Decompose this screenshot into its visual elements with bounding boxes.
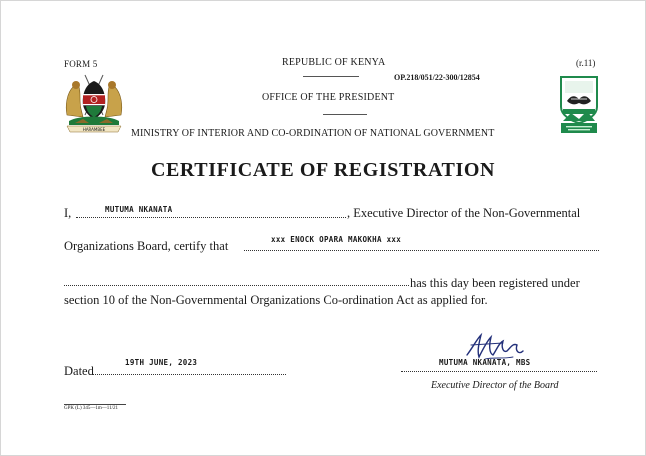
signature-line	[401, 371, 597, 372]
ministry-heading: MINISTRY OF INTERIOR AND CO-ORDINATION OF NATIONAL GOVERNMENT	[131, 128, 495, 139]
executive-director-text: , Executive Director of the Non-Governmental	[347, 206, 581, 220]
office-heading: OFFICE OF THE PRESIDENT	[262, 92, 395, 103]
organization-name: xxx ENOCK OPARA MAKOKHA xxx	[271, 235, 402, 244]
organizations-board-text: Organizations Board, certify that	[64, 239, 229, 253]
registered-text: has this day been registered under	[410, 276, 580, 290]
dated-label: Dated	[64, 364, 94, 378]
divider	[323, 114, 367, 115]
date-value: 19TH JUNE, 2023	[125, 358, 198, 367]
fill-line	[76, 217, 346, 218]
kenya-coat-of-arms-icon	[61, 71, 127, 133]
signer-title: Executive Director of the Board	[431, 380, 559, 391]
director-name: MUTUMA NKANATA	[105, 205, 173, 214]
fill-line	[64, 285, 409, 286]
i-label: I,	[64, 206, 72, 220]
divider	[64, 404, 126, 405]
certificate-title: CERTIFICATE OF REGISTRATION	[150, 159, 496, 181]
ngo-board-logo-icon	[557, 71, 601, 139]
section-text: section 10 of the Non-Governmental Organizations Co-ordination Act as applied for.	[64, 293, 488, 307]
rule-number: (r.11)	[576, 58, 596, 68]
republic-heading: REPUBLIC OF KENYA	[282, 57, 386, 68]
form-number: FORM 5	[64, 59, 98, 69]
signer-name: MUTUMA NKANATA, MBS	[439, 358, 531, 367]
fill-line	[244, 250, 599, 251]
divider	[303, 76, 359, 77]
print-reference: GPK (L) 345—1m—11/21	[64, 406, 118, 411]
reference-number: OP.218/051/22-300/12854	[394, 73, 480, 82]
svg-text:HARAMBEE: HARAMBEE	[82, 126, 106, 132]
fill-line	[93, 374, 286, 375]
